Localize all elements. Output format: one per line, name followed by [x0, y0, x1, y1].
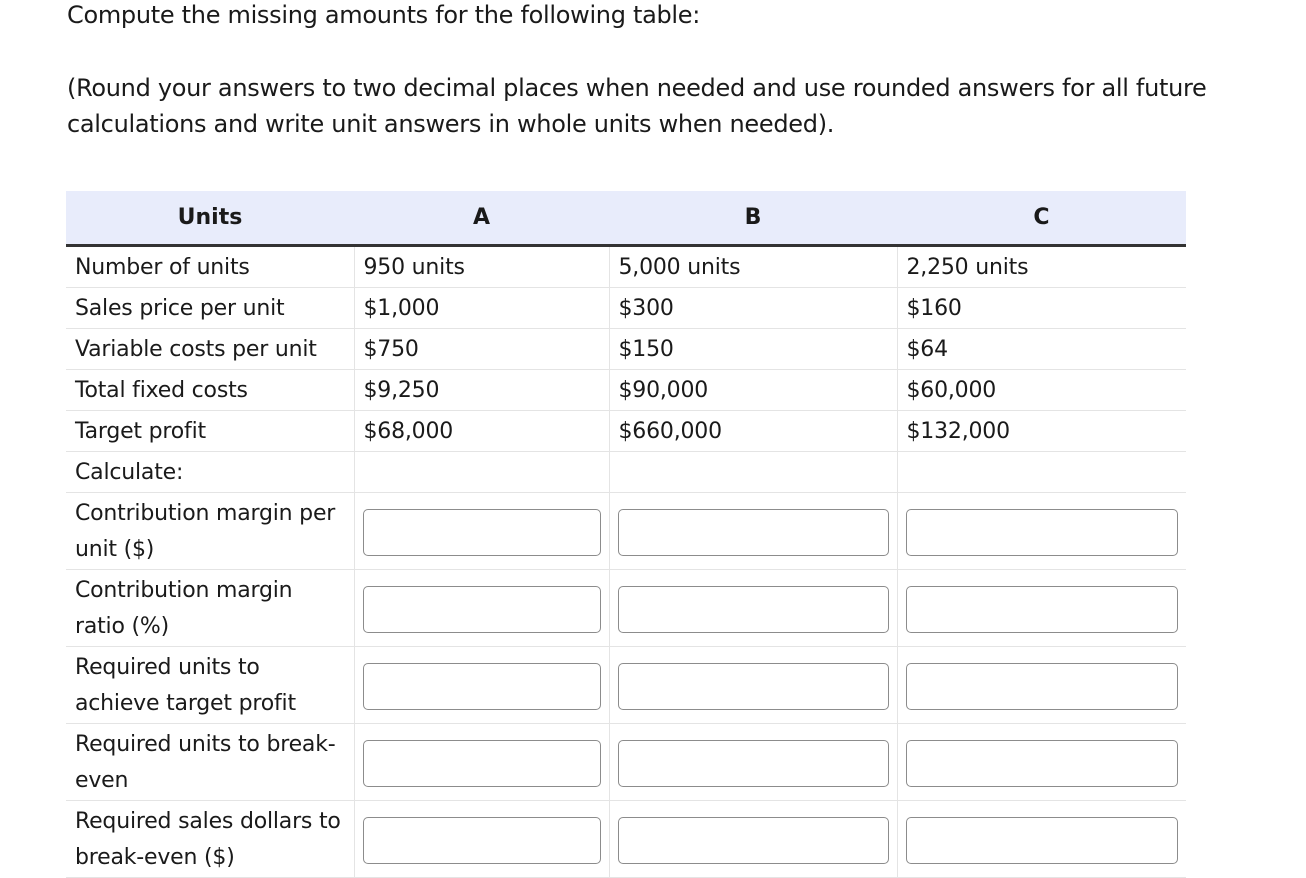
table-row: [66, 647, 1186, 724]
input-cell: [897, 493, 1186, 570]
cm-per-unit-c-input[interactable]: [906, 509, 1179, 556]
header-b: B: [609, 191, 897, 246]
question-title: Compute the missing amounts for the following table:: [67, 1, 701, 29]
value-a: $1,000: [354, 288, 609, 329]
rounding-instructions: (Round your answers to two decimal places when needed and use rounded answers for all future calculations and write unit answers in whole units when needed).: [67, 74, 1207, 138]
breakeven-sales-a-input[interactable]: [363, 817, 601, 864]
value-c: $60,000: [897, 370, 1186, 411]
input-cell: [897, 724, 1186, 801]
target-units-b-input[interactable]: [618, 663, 889, 710]
input-cell: [354, 493, 609, 570]
table-header-row: [66, 191, 1186, 246]
row-label: Required units to break-even: [66, 724, 354, 801]
cm-per-unit-a-input[interactable]: [363, 509, 601, 556]
table-row: [66, 246, 1186, 288]
table-row: [66, 493, 1186, 570]
calculate-section-row: [66, 452, 1186, 493]
value-a: 950 units: [354, 246, 609, 288]
breakeven-sales-c-input[interactable]: [906, 817, 1179, 864]
cm-ratio-a-input[interactable]: [363, 586, 601, 633]
row-label: Variable costs per unit: [66, 329, 354, 370]
table-row: [66, 724, 1186, 801]
breakeven-units-c-input[interactable]: [906, 740, 1179, 787]
table-row: [66, 288, 1186, 329]
row-label: Required units to achieve target profit: [66, 647, 354, 724]
calculate-label: Calculate:: [66, 452, 354, 493]
table-row: [66, 801, 1186, 878]
table-row: [66, 411, 1186, 452]
empty-cell: [897, 452, 1186, 493]
input-cell: [609, 724, 897, 801]
target-units-c-input[interactable]: [906, 663, 1179, 710]
value-b: $660,000: [609, 411, 897, 452]
empty-cell: [354, 452, 609, 493]
header-c: C: [897, 191, 1186, 246]
value-b: 5,000 units: [609, 246, 897, 288]
input-cell: [897, 647, 1186, 724]
cm-per-unit-b-input[interactable]: [618, 509, 889, 556]
value-c: $132,000: [897, 411, 1186, 452]
row-label: Contribution margin ratio (%): [66, 570, 354, 647]
value-c: 2,250 units: [897, 246, 1186, 288]
value-a: $68,000: [354, 411, 609, 452]
input-cell: [609, 647, 897, 724]
row-label: Target profit: [66, 411, 354, 452]
value-a: $750: [354, 329, 609, 370]
value-c: $160: [897, 288, 1186, 329]
table-row: [66, 370, 1186, 411]
value-c: $64: [897, 329, 1186, 370]
input-cell: [354, 570, 609, 647]
value-b: $90,000: [609, 370, 897, 411]
cm-ratio-c-input[interactable]: [906, 586, 1179, 633]
target-units-a-input[interactable]: [363, 663, 601, 710]
value-b: $300: [609, 288, 897, 329]
input-cell: [354, 647, 609, 724]
cm-ratio-b-input[interactable]: [618, 586, 889, 633]
input-cell: [609, 493, 897, 570]
row-label: Required sales dollars to break-even ($): [66, 801, 354, 878]
table-row: [66, 329, 1186, 370]
breakeven-sales-b-input[interactable]: [618, 817, 889, 864]
breakeven-units-b-input[interactable]: [618, 740, 889, 787]
table-row: [66, 570, 1186, 647]
computation-table: [66, 191, 1186, 878]
breakeven-units-a-input[interactable]: [363, 740, 601, 787]
empty-cell: [609, 452, 897, 493]
row-label: Total fixed costs: [66, 370, 354, 411]
row-label: Sales price per unit: [66, 288, 354, 329]
input-cell: [354, 801, 609, 878]
header-units: Units: [66, 191, 354, 246]
input-cell: [354, 724, 609, 801]
row-label: Number of units: [66, 246, 354, 288]
header-a: A: [354, 191, 609, 246]
value-a: $9,250: [354, 370, 609, 411]
input-cell: [897, 801, 1186, 878]
input-cell: [609, 801, 897, 878]
row-label: Contribution margin per unit ($): [66, 493, 354, 570]
input-cell: [897, 570, 1186, 647]
input-cell: [609, 570, 897, 647]
value-b: $150: [609, 329, 897, 370]
